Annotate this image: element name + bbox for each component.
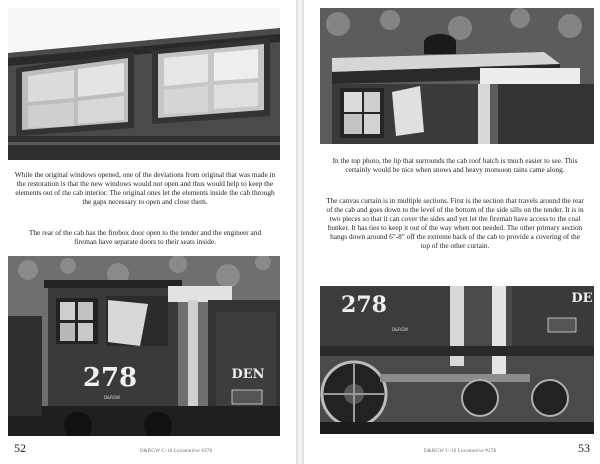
tender-side-illustration xyxy=(320,286,594,434)
left-paragraph-2: The rear of the cab has the firebox door open to the tender and the engineer and fireman have separate doors to their seats inside. xyxy=(28,228,262,246)
left-page xyxy=(0,0,296,464)
left-engine-number: 278 xyxy=(82,363,138,393)
right-caption-1 xyxy=(322,156,588,174)
left-running-credit: D&RGW C-16 Locomotive #278 xyxy=(140,449,213,454)
book-gutter xyxy=(296,0,304,464)
left-cab-plate: D&RGW xyxy=(103,395,121,400)
left-caption-2 xyxy=(22,228,268,246)
left-tender-lettering: DEN xyxy=(231,367,265,382)
cab-roof-illustration xyxy=(320,8,594,144)
cab-rear-photo xyxy=(8,256,280,436)
right-paragraph-1: In the top photo, the lip that surrounds the cab roof hatch is much easier to see. This certainly would be nice when snows and heavy monsoon rains came along. xyxy=(332,156,578,174)
cab-windows-illustration xyxy=(8,8,280,160)
right-page xyxy=(304,0,600,464)
right-tender-lettering: DE xyxy=(571,291,593,306)
right-running-credit: D&RGW C-16 Locomotive #278 xyxy=(424,449,497,454)
right-cab-plate: D&RGW xyxy=(391,327,409,332)
cab-roof-photo xyxy=(320,8,594,144)
right-paragraph-2: The canvas curtain is in multiple sections. First is the section that travels around the rear of the cab and goes down to the level of the bottom of the side sills on the tender. It is in two pieces so that it can cover the sides and yet let the fireman have access to the coal bunker. It has ties to keep it out of the way when not needed. The other primary section hangs down around 6"-8" off the extreme back of the cab to provide a covering of the top of the other curtain. xyxy=(326,196,584,250)
right-footer xyxy=(304,442,600,456)
page-number-left: 52 xyxy=(14,441,26,455)
page-number-right: 53 xyxy=(578,441,590,455)
cab-rear-illustration xyxy=(8,256,280,436)
left-footer xyxy=(0,442,296,456)
right-caption-2 xyxy=(326,196,584,250)
left-caption-1 xyxy=(14,170,276,206)
right-engine-number: 278 xyxy=(341,292,387,318)
cab-windows-photo xyxy=(8,8,280,160)
tender-side-photo xyxy=(320,286,594,434)
left-paragraph-1: While the original windows opened, one of the deviations from original that was made in the restoration is that the new windows would not open and thus would help to keep the elements out of the cab interior. The original ones let the elements inside the cab through the gaps necessary to open and close them. xyxy=(14,170,276,206)
